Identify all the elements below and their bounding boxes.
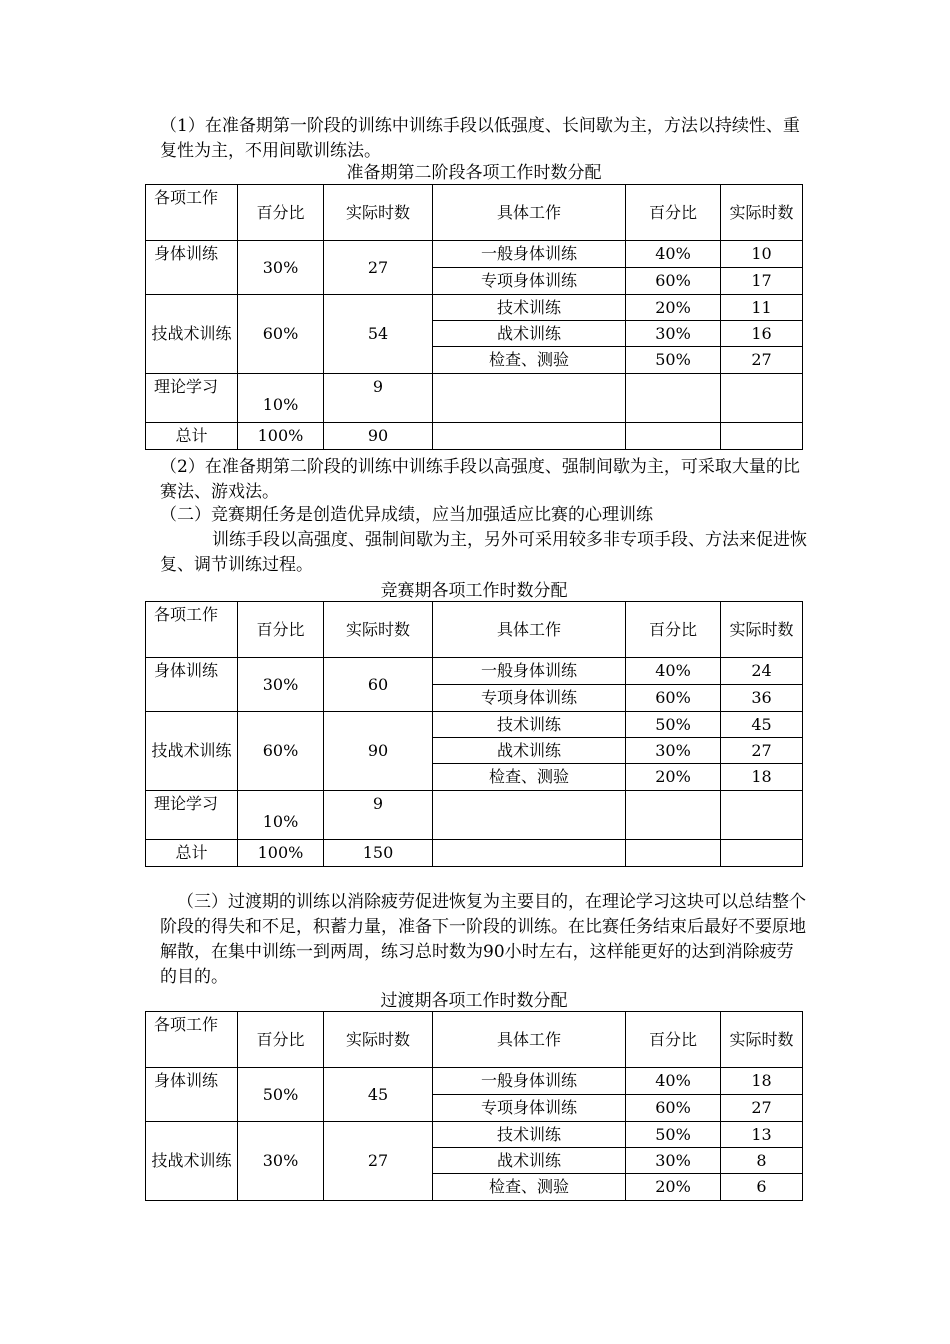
theory-percent: 10% bbox=[238, 374, 324, 423]
tactical-hours: 90 bbox=[324, 712, 433, 791]
table3-caption: 过渡期各项工作时数分配 bbox=[380, 991, 568, 1011]
total-hours: 150 bbox=[324, 840, 433, 867]
total-percent: 100% bbox=[238, 423, 324, 450]
theory-percent: 10% bbox=[238, 791, 324, 840]
sub-work-hours: 18 bbox=[721, 764, 803, 791]
sub-work-hours: 8 bbox=[721, 1148, 803, 1174]
total-label: 总计 bbox=[146, 423, 238, 450]
category-physical: 身体训练 bbox=[146, 658, 238, 712]
sub-work-hours: 10 bbox=[721, 241, 803, 268]
paragraph-prep-phase-one: （1）在准备期第一阶段的训练中训练手段以低强度、长间歇为主，方法以持续性、重复性为主，不用间歇训练法。 bbox=[160, 116, 800, 161]
table-row bbox=[146, 1068, 803, 1095]
sub-work-hours: 18 bbox=[721, 1068, 803, 1095]
table-row bbox=[146, 791, 803, 840]
sub-work-hours: 6 bbox=[721, 1174, 803, 1201]
category-physical: 身体训练 bbox=[146, 241, 238, 295]
physical-percent: 50% bbox=[238, 1068, 324, 1122]
header-sub-hours: 实际时数 bbox=[721, 602, 803, 658]
sub-work-percent: 60% bbox=[626, 268, 721, 295]
sub-work-percent: 60% bbox=[626, 685, 721, 712]
empty-cell bbox=[626, 374, 721, 423]
paragraph-competition-methods: 训练手段以高强度、强制间歇为主，另外可采用较多非专项手段、方法来促进恢复、调节训练过程。 bbox=[160, 530, 807, 575]
sub-work-percent: 30% bbox=[626, 738, 721, 764]
sub-work-name: 检查、测验 bbox=[433, 764, 626, 791]
physical-percent: 30% bbox=[238, 658, 324, 712]
paragraph-prep-phase-two: （2）在准备期第二阶段的训练中训练手段以高强度、强制间歇为主，可采取大量的比赛法、游戏法。 bbox=[160, 457, 800, 502]
empty-cell bbox=[626, 791, 721, 840]
total-percent: 100% bbox=[238, 840, 324, 867]
sub-work-hours: 27 bbox=[721, 1095, 803, 1122]
table-total-row bbox=[146, 423, 803, 450]
tactical-hours: 27 bbox=[324, 1122, 433, 1201]
header-category: 各项工作 bbox=[146, 1012, 238, 1068]
tactical-hours: 54 bbox=[324, 295, 433, 374]
sub-work-name: 检查、测验 bbox=[433, 347, 626, 374]
table1-caption: 准备期第二阶段各项工作时数分配 bbox=[346, 163, 602, 183]
tactical-percent: 60% bbox=[238, 295, 324, 374]
table-prep-phase-two bbox=[145, 184, 803, 450]
header-sub-hours: 实际时数 bbox=[721, 185, 803, 241]
category-tactical: 技战术训练 bbox=[146, 712, 238, 791]
sub-work-percent: 20% bbox=[626, 295, 721, 321]
physical-hours: 60 bbox=[324, 658, 433, 712]
category-physical: 身体训练 bbox=[146, 1068, 238, 1122]
table-competition-phase bbox=[145, 601, 803, 867]
category-tactical: 技战术训练 bbox=[146, 1122, 238, 1201]
header-sub-percent: 百分比 bbox=[626, 1012, 721, 1068]
table-row bbox=[146, 295, 803, 321]
paragraph-competition-task: （二）竞赛期任务是创造优异成绩，应当加强适应比赛的心理训练 bbox=[160, 505, 653, 525]
header-sub-percent: 百分比 bbox=[626, 185, 721, 241]
table-row bbox=[146, 374, 803, 423]
sub-work-percent: 50% bbox=[626, 712, 721, 738]
empty-cell bbox=[626, 423, 721, 450]
table-header-row bbox=[146, 185, 803, 241]
sub-work-name: 战术训练 bbox=[433, 738, 626, 764]
sub-work-percent: 40% bbox=[626, 658, 721, 685]
sub-work-name: 一般身体训练 bbox=[433, 1068, 626, 1095]
sub-work-percent: 50% bbox=[626, 347, 721, 374]
header-sub-hours: 实际时数 bbox=[721, 1012, 803, 1068]
sub-work-hours: 36 bbox=[721, 685, 803, 712]
empty-cell bbox=[721, 791, 803, 840]
header-work: 具体工作 bbox=[433, 602, 626, 658]
header-hours: 实际时数 bbox=[324, 185, 433, 241]
sub-work-percent: 20% bbox=[626, 764, 721, 791]
sub-work-name: 战术训练 bbox=[433, 321, 626, 347]
paragraph-transition-phase: （三）过渡期的训练以消除疲劳促进恢复为主要目的，在理论学习这块可以总结整个阶段的得失和不足，积蓄力量，准备下一阶段的训练。在比赛任务结束后最好不要原地解散，在集中训练一到两周，练习总时数为90小时左右，这样能更好的达到消除疲劳的目的。 bbox=[160, 892, 806, 987]
total-label: 总计 bbox=[146, 840, 238, 867]
table2-caption: 竞赛期各项工作时数分配 bbox=[380, 581, 568, 601]
table-transition-phase bbox=[145, 1011, 803, 1201]
sub-work-hours: 45 bbox=[721, 712, 803, 738]
sub-work-percent: 50% bbox=[626, 1122, 721, 1148]
sub-work-name: 技术训练 bbox=[433, 712, 626, 738]
table-header-row bbox=[146, 602, 803, 658]
physical-percent: 30% bbox=[238, 241, 324, 295]
table-header-row bbox=[146, 1012, 803, 1068]
sub-work-name: 专项身体训练 bbox=[433, 685, 626, 712]
empty-cell bbox=[721, 840, 803, 867]
empty-cell bbox=[433, 374, 626, 423]
category-theory: 理论学习 bbox=[146, 791, 238, 840]
empty-cell bbox=[433, 840, 626, 867]
theory-hours: 9 bbox=[324, 374, 433, 423]
sub-work-percent: 30% bbox=[626, 321, 721, 347]
sub-work-name: 专项身体训练 bbox=[433, 268, 626, 295]
header-hours: 实际时数 bbox=[324, 1012, 433, 1068]
sub-work-name: 检查、测验 bbox=[433, 1174, 626, 1201]
theory-hours: 9 bbox=[324, 791, 433, 840]
header-work: 具体工作 bbox=[433, 1012, 626, 1068]
tactical-percent: 60% bbox=[238, 712, 324, 791]
sub-work-percent: 40% bbox=[626, 1068, 721, 1095]
total-hours: 90 bbox=[324, 423, 433, 450]
category-theory: 理论学习 bbox=[146, 374, 238, 423]
sub-work-percent: 30% bbox=[626, 1148, 721, 1174]
sub-work-hours: 17 bbox=[721, 268, 803, 295]
sub-work-name: 一般身体训练 bbox=[433, 241, 626, 268]
empty-cell bbox=[433, 791, 626, 840]
sub-work-percent: 60% bbox=[626, 1095, 721, 1122]
header-work: 具体工作 bbox=[433, 185, 626, 241]
table-row bbox=[146, 712, 803, 738]
sub-work-percent: 40% bbox=[626, 241, 721, 268]
empty-cell bbox=[721, 374, 803, 423]
sub-work-name: 技术训练 bbox=[433, 1122, 626, 1148]
sub-work-name: 战术训练 bbox=[433, 1148, 626, 1174]
header-category: 各项工作 bbox=[146, 185, 238, 241]
empty-cell bbox=[626, 840, 721, 867]
sub-work-percent: 20% bbox=[626, 1174, 721, 1201]
sub-work-name: 一般身体训练 bbox=[433, 658, 626, 685]
header-sub-percent: 百分比 bbox=[626, 602, 721, 658]
empty-cell bbox=[433, 423, 626, 450]
table-row bbox=[146, 658, 803, 685]
sub-work-hours: 27 bbox=[721, 347, 803, 374]
sub-work-hours: 24 bbox=[721, 658, 803, 685]
empty-cell bbox=[721, 423, 803, 450]
sub-work-hours: 27 bbox=[721, 738, 803, 764]
category-tactical: 技战术训练 bbox=[146, 295, 238, 374]
sub-work-hours: 11 bbox=[721, 295, 803, 321]
table-row bbox=[146, 1122, 803, 1148]
physical-hours: 27 bbox=[324, 241, 433, 295]
sub-work-name: 专项身体训练 bbox=[433, 1095, 626, 1122]
sub-work-hours: 13 bbox=[721, 1122, 803, 1148]
tactical-percent: 30% bbox=[238, 1122, 324, 1201]
sub-work-name: 技术训练 bbox=[433, 295, 626, 321]
header-category: 各项工作 bbox=[146, 602, 238, 658]
table-total-row bbox=[146, 840, 803, 867]
header-percent: 百分比 bbox=[238, 1012, 324, 1068]
sub-work-hours: 16 bbox=[721, 321, 803, 347]
header-percent: 百分比 bbox=[238, 602, 324, 658]
physical-hours: 45 bbox=[324, 1068, 433, 1122]
header-hours: 实际时数 bbox=[324, 602, 433, 658]
table-row bbox=[146, 241, 803, 268]
header-percent: 百分比 bbox=[238, 185, 324, 241]
